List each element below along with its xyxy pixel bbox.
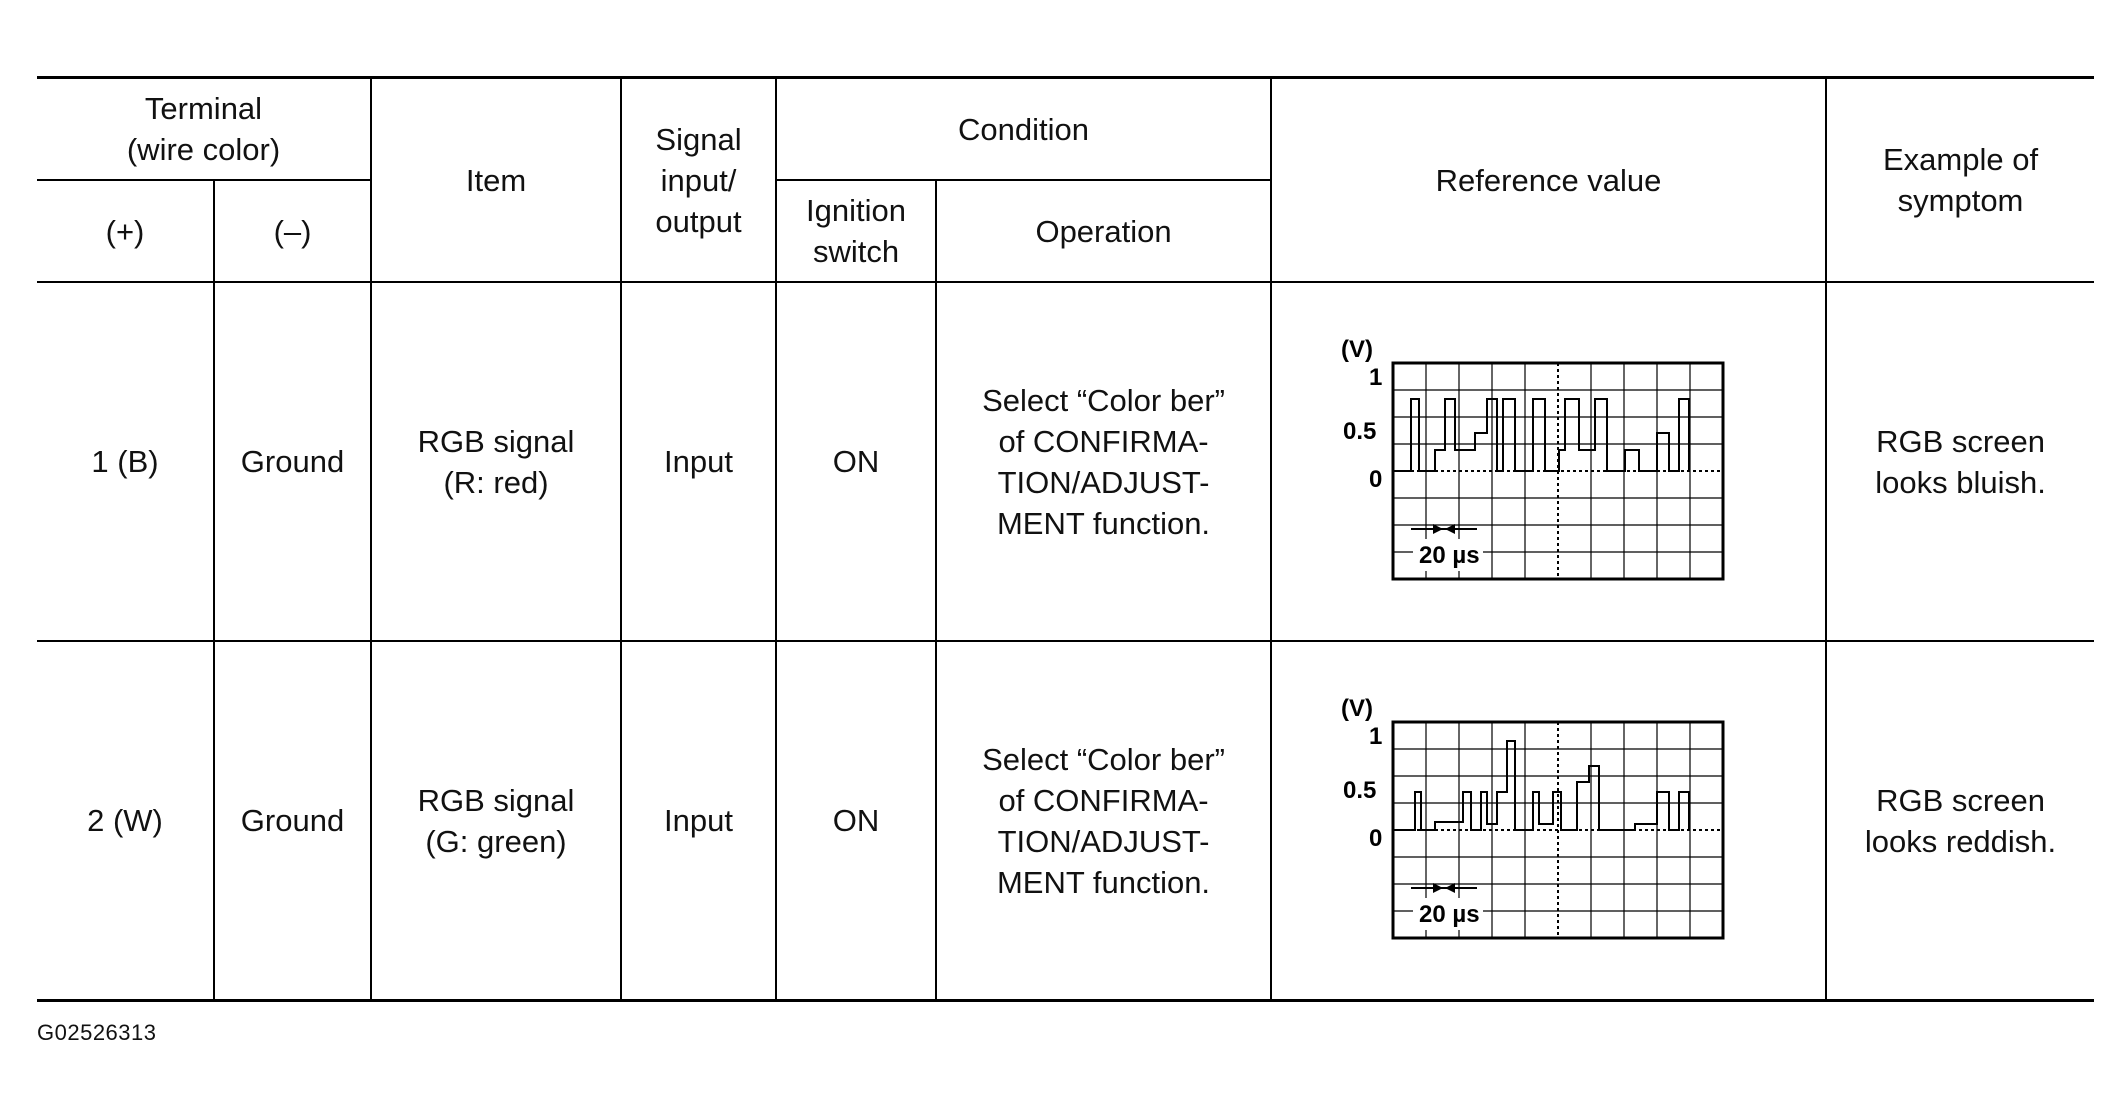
- cell-reference-value: [1271, 282, 1826, 641]
- cell-symptom: RGB screen looks bluish.: [1826, 282, 2094, 641]
- header-example-of-symptom: Example of symptom: [1826, 78, 2094, 283]
- cell-plus-terminal: 2 (W): [37, 641, 214, 1001]
- header-operation: Operation: [936, 180, 1271, 282]
- y-tick-0: 0: [1368, 824, 1382, 852]
- unit-label: (V): [1340, 694, 1373, 722]
- cell-item: RGB signal (R: red): [371, 282, 621, 641]
- header-ignition-switch: Ignition switch: [776, 180, 936, 282]
- header-minus: (–): [214, 180, 371, 282]
- table-row: [37, 641, 2094, 1001]
- cell-signal-io: Input: [621, 641, 776, 1001]
- cell-symptom: RGB screen looks reddish.: [1826, 641, 2094, 1001]
- header-condition: Condition: [776, 78, 1271, 181]
- y-tick-0-5: 0.5: [1342, 417, 1376, 445]
- cell-signal-io: Input: [621, 282, 776, 641]
- time-label: 20 µs: [1418, 900, 1480, 928]
- terminal-spec-table: [37, 76, 2094, 1002]
- header-reference-value: Reference value: [1271, 78, 1826, 283]
- cell-operation: Select “Color ber” of CONFIRMA- TION/ADJUST- MENT function.: [936, 641, 1271, 1001]
- cell-ignition-switch: ON: [776, 641, 936, 1001]
- y-tick-1: 1: [1368, 722, 1382, 750]
- y-tick-0: 0: [1368, 465, 1382, 493]
- header-plus: (+): [37, 180, 214, 282]
- y-tick-1: 1: [1368, 363, 1382, 391]
- header-terminal: Terminal (wire color): [37, 78, 371, 181]
- unit-label: (V): [1340, 335, 1373, 363]
- oscilloscope-waveform-green: [1339, 686, 1759, 956]
- cell-ignition-switch: ON: [776, 282, 936, 641]
- header-item: Item: [371, 78, 621, 283]
- y-tick-0-5: 0.5: [1342, 776, 1376, 804]
- signal-trace: [1393, 741, 1689, 830]
- cell-minus-terminal: Ground: [214, 282, 371, 641]
- oscilloscope-waveform-red: [1339, 327, 1759, 597]
- signal-trace: [1393, 399, 1689, 471]
- cell-item: RGB signal (G: green): [371, 641, 621, 1001]
- cell-reference-value: [1271, 641, 1826, 1001]
- table-row: [37, 282, 2094, 641]
- time-label: 20 µs: [1418, 541, 1480, 569]
- figure-id: G02526313: [37, 1020, 157, 1045]
- header-signal-io: Signal input/ output: [621, 78, 776, 283]
- cell-plus-terminal: 1 (B): [37, 282, 214, 641]
- cell-minus-terminal: Ground: [214, 641, 371, 1001]
- cell-operation: Select “Color ber” of CONFIRMA- TION/ADJUST- MENT function.: [936, 282, 1271, 641]
